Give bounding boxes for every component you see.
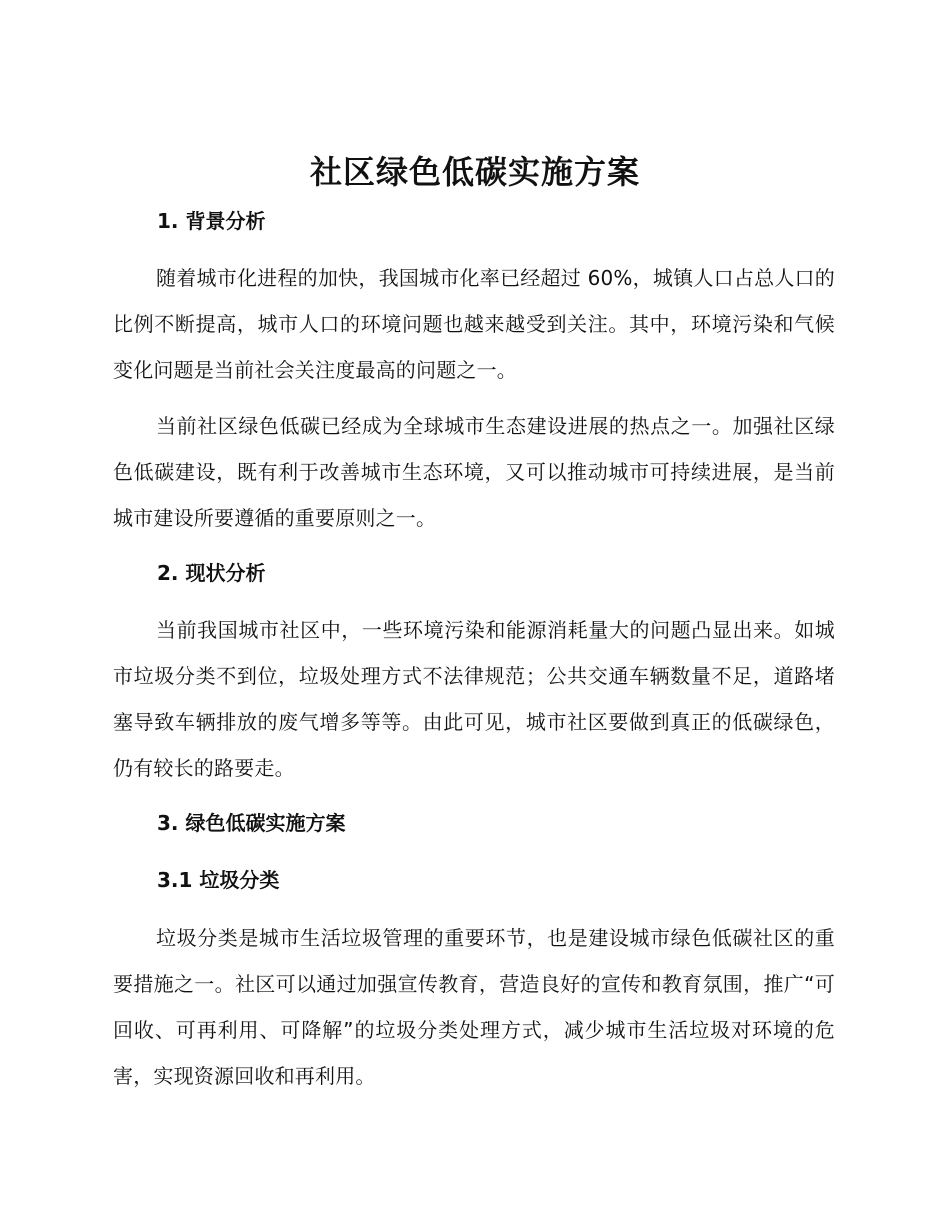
- section-heading-status: 2. 现状分析: [157, 561, 266, 585]
- paragraph-background-2: 当前社区绿色低碳已经成为全球城市生态建设进展的热点之一。加强社区绿色低碳建设，既有利于改善城市生态环境，又可以推动城市可持续进展，是当前城市建设所要遵循的重要原则之一。: [113, 414, 835, 530]
- paragraph-waste-sorting-1: 垃圾分类是城市生活垃圾管理的重要环节，也是建设城市绿色低碳社区的重要措施之一。社区可以通过加强宣传教育，营造良好的宣传和教育氛围，推广“可回收、可再利用、可降解”的垃圾分类处理方式，减少城市生活垃圾对环境的危害，实现资源回收和再利用。: [113, 926, 835, 1088]
- section-heading-plan: 3. 绿色低碳实施方案: [157, 811, 346, 835]
- page-title: 社区绿色低碳实施方案: [309, 153, 640, 191]
- paragraph-background-1: 随着城市化进程的加快，我国城市化率已经超过 60%，城镇人口占总人口的比例不断提高，城市人口的环境问题也越来越受到关注。其中，环境污染和气候变化问题是当前社会关注度最高的问题之一。: [113, 266, 835, 382]
- subsection-heading-waste-sorting: 3.1 垃圾分类: [157, 868, 280, 892]
- paragraph-status-1: 当前我国城市社区中，一些环境污染和能源消耗量大的问题凸显出来。如城市垃圾分类不到位，垃圾处理方式不法律规范；公共交通车辆数量不足，道路堵塞导致车辆排放的废气增多等等。由此可见，城市社区要做到真正的低碳绿色，仍有较长的路要走。: [113, 618, 835, 780]
- section-heading-background: 1. 背景分析: [157, 209, 266, 233]
